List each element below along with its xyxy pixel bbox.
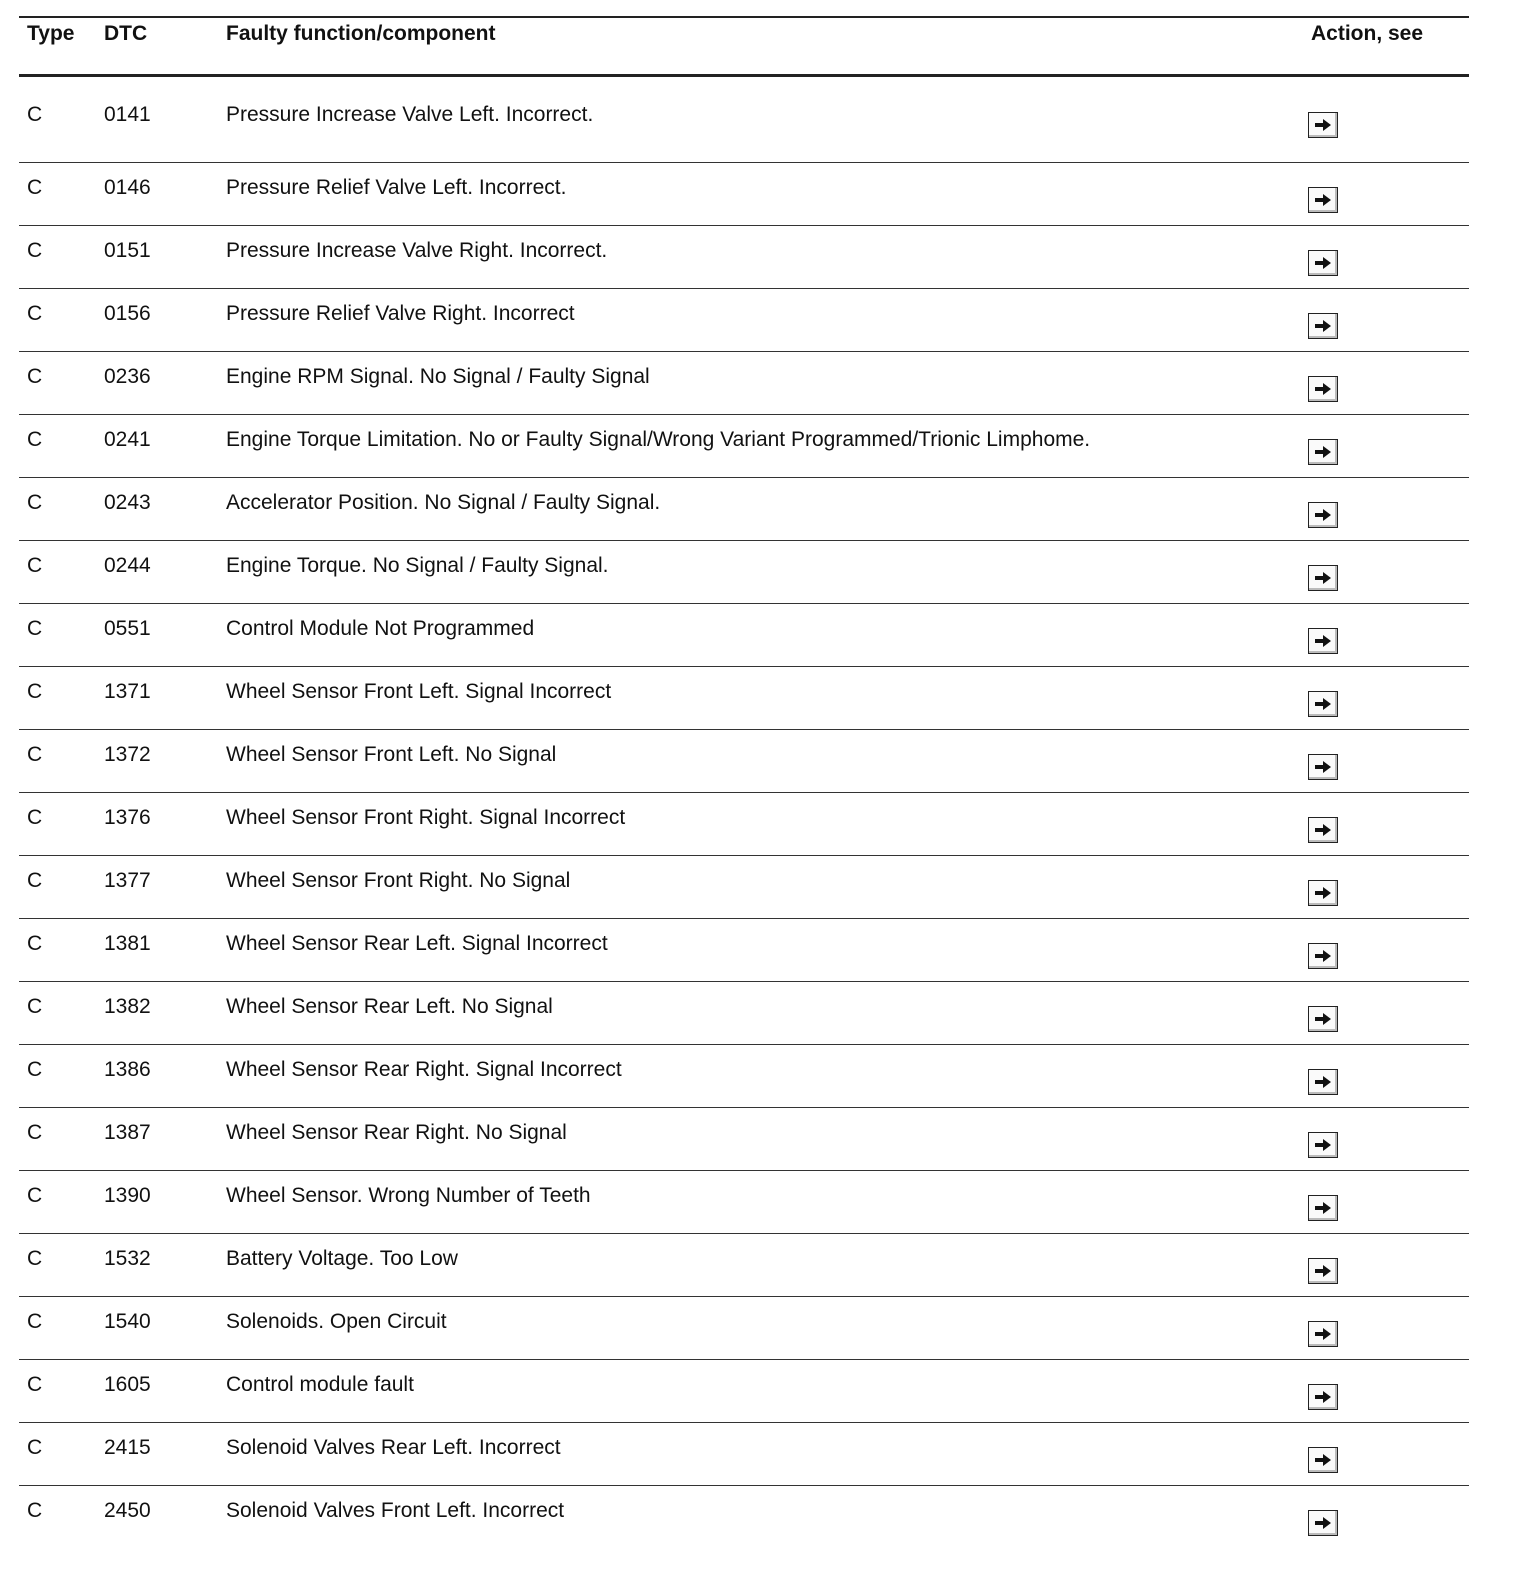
cell-description: Wheel Sensor. Wrong Number of Teeth: [226, 1184, 591, 1207]
cell-dtc: 0141: [104, 103, 151, 126]
cell-type: C: [27, 302, 43, 325]
action-link-button[interactable]: [1308, 187, 1338, 213]
table-row: [19, 352, 1469, 415]
arrow-right-icon: [1313, 1200, 1333, 1216]
cell-type: C: [27, 103, 43, 126]
cell-description: Battery Voltage. Too Low: [226, 1247, 458, 1270]
cell-dtc: 1381: [104, 932, 151, 955]
table-row: [19, 982, 1469, 1045]
cell-dtc: 0241: [104, 428, 151, 451]
cell-description: Wheel Sensor Rear Left. Signal Incorrect: [226, 932, 608, 955]
action-link-button[interactable]: [1308, 1321, 1338, 1347]
cell-description: Engine Torque. No Signal / Faulty Signal.: [226, 554, 609, 577]
cell-dtc: 0146: [104, 176, 151, 199]
action-link-button[interactable]: [1308, 1006, 1338, 1032]
cell-dtc: 1540: [104, 1310, 151, 1333]
table-row: [19, 415, 1469, 478]
cell-type: C: [27, 428, 43, 451]
table-body: [19, 77, 1469, 1548]
table-row: [19, 226, 1469, 289]
cell-dtc: 0151: [104, 239, 151, 262]
cell-description: Pressure Increase Valve Left. Incorrect.: [226, 103, 594, 126]
arrow-right-icon: [1313, 1326, 1333, 1342]
cell-dtc: 1382: [104, 995, 151, 1018]
cell-dtc: 1532: [104, 1247, 151, 1270]
cell-type: C: [27, 554, 43, 577]
table-row: [19, 1297, 1469, 1360]
arrow-right-icon: [1313, 381, 1333, 397]
cell-type: C: [27, 995, 43, 1018]
action-link-button[interactable]: [1308, 313, 1338, 339]
table-row: [19, 667, 1469, 730]
action-link-button[interactable]: [1308, 376, 1338, 402]
cell-description: Engine RPM Signal. No Signal / Faulty Signal: [226, 365, 650, 388]
arrow-right-icon: [1313, 444, 1333, 460]
table-header: [19, 16, 1469, 77]
action-link-button[interactable]: [1308, 1384, 1338, 1410]
cell-type: C: [27, 1121, 43, 1144]
cell-type: C: [27, 1373, 43, 1396]
cell-description: Wheel Sensor Front Right. Signal Incorrect: [226, 806, 626, 829]
arrow-right-icon: [1313, 696, 1333, 712]
arrow-right-icon: [1313, 1389, 1333, 1405]
cell-type: C: [27, 680, 43, 703]
cell-dtc: 2450: [104, 1499, 151, 1522]
cell-dtc: 0551: [104, 617, 151, 640]
cell-type: C: [27, 365, 43, 388]
cell-dtc: 1386: [104, 1058, 151, 1081]
cell-description: Wheel Sensor Front Right. No Signal: [226, 869, 571, 892]
action-link-button[interactable]: [1308, 439, 1338, 465]
action-link-button[interactable]: [1308, 502, 1338, 528]
action-link-button[interactable]: [1308, 880, 1338, 906]
cell-dtc: 1372: [104, 743, 151, 766]
arrow-right-icon: [1313, 1452, 1333, 1468]
action-link-button[interactable]: [1308, 628, 1338, 654]
cell-dtc: 0156: [104, 302, 151, 325]
cell-type: C: [27, 491, 43, 514]
action-link-button[interactable]: [1308, 112, 1338, 138]
table-row: [19, 1045, 1469, 1108]
cell-description: Solenoids. Open Circuit: [226, 1310, 447, 1333]
cell-dtc: 0244: [104, 554, 151, 577]
arrow-right-icon: [1313, 822, 1333, 838]
cell-type: C: [27, 1499, 43, 1522]
cell-type: C: [27, 1436, 43, 1459]
arrow-right-icon: [1313, 1263, 1333, 1279]
cell-type: C: [27, 1310, 43, 1333]
action-link-button[interactable]: [1308, 943, 1338, 969]
cell-description: Wheel Sensor Rear Right. No Signal: [226, 1121, 567, 1144]
cell-dtc: 0243: [104, 491, 151, 514]
cell-description: Control Module Not Programmed: [226, 617, 535, 640]
table-row: [19, 478, 1469, 541]
table-row: [19, 1234, 1469, 1297]
header-description: Faulty function/component: [226, 22, 496, 45]
cell-description: Pressure Relief Valve Left. Incorrect.: [226, 176, 567, 199]
cell-dtc: 2415: [104, 1436, 151, 1459]
cell-type: C: [27, 869, 43, 892]
cell-dtc: 1377: [104, 869, 151, 892]
arrow-right-icon: [1313, 1137, 1333, 1153]
cell-dtc: 0236: [104, 365, 151, 388]
cell-type: C: [27, 932, 43, 955]
action-link-button[interactable]: [1308, 1195, 1338, 1221]
table-row: [19, 77, 1469, 163]
cell-dtc: 1605: [104, 1373, 151, 1396]
cell-description: Wheel Sensor Rear Right. Signal Incorrect: [226, 1058, 622, 1081]
cell-description: Accelerator Position. No Signal / Faulty Signal.: [226, 491, 661, 514]
table-row: [19, 730, 1469, 793]
cell-type: C: [27, 1058, 43, 1081]
arrow-right-icon: [1313, 885, 1333, 901]
arrow-right-icon: [1313, 507, 1333, 523]
table-row: [19, 793, 1469, 856]
cell-type: C: [27, 617, 43, 640]
dtc-table: [19, 16, 1469, 1548]
cell-description: Engine Torque Limitation. No or Faulty Signal/Wrong Variant Programmed/Trionic Limphome.: [226, 428, 1091, 451]
cell-description: Wheel Sensor Front Left. No Signal: [226, 743, 557, 766]
cell-description: Wheel Sensor Front Left. Signal Incorrect: [226, 680, 612, 703]
table-row: [19, 604, 1469, 667]
arrow-right-icon: [1313, 948, 1333, 964]
header-dtc: DTC: [104, 22, 148, 45]
arrow-right-icon: [1313, 1011, 1333, 1027]
arrow-right-icon: [1313, 1515, 1333, 1531]
action-link-button[interactable]: [1308, 1510, 1338, 1536]
cell-description: Pressure Relief Valve Right. Incorrect: [226, 302, 575, 325]
arrow-right-icon: [1313, 255, 1333, 271]
arrow-right-icon: [1313, 192, 1333, 208]
table-row: [19, 1108, 1469, 1171]
header-action: Action, see: [1311, 22, 1424, 45]
cell-dtc: 1390: [104, 1184, 151, 1207]
action-link-button[interactable]: [1308, 817, 1338, 843]
action-link-button[interactable]: [1308, 1447, 1338, 1473]
cell-type: C: [27, 1184, 43, 1207]
cell-type: C: [27, 176, 43, 199]
cell-description: Wheel Sensor Rear Left. No Signal: [226, 995, 553, 1018]
cell-description: Control module fault: [226, 1373, 414, 1396]
arrow-right-icon: [1313, 633, 1333, 649]
header-type: Type: [27, 22, 75, 45]
action-link-button[interactable]: [1308, 1258, 1338, 1284]
table-row: [19, 1486, 1469, 1548]
table-row: [19, 289, 1469, 352]
action-link-button[interactable]: [1308, 691, 1338, 717]
table-row: [19, 163, 1469, 226]
action-link-button[interactable]: [1308, 250, 1338, 276]
cell-dtc: 1387: [104, 1121, 151, 1144]
table-row: [19, 1171, 1469, 1234]
action-link-button[interactable]: [1308, 565, 1338, 591]
cell-dtc: 1371: [104, 680, 151, 703]
table-row: [19, 1360, 1469, 1423]
cell-type: C: [27, 1247, 43, 1270]
cell-type: C: [27, 806, 43, 829]
cell-description: Solenoid Valves Rear Left. Incorrect: [226, 1436, 561, 1459]
table-row: [19, 919, 1469, 982]
cell-description: Solenoid Valves Front Left. Incorrect: [226, 1499, 565, 1522]
arrow-right-icon: [1313, 759, 1333, 775]
arrow-right-icon: [1313, 117, 1333, 133]
arrow-right-icon: [1313, 1074, 1333, 1090]
action-link-button[interactable]: [1308, 1069, 1338, 1095]
cell-type: C: [27, 239, 43, 262]
cell-type: C: [27, 743, 43, 766]
arrow-right-icon: [1313, 318, 1333, 334]
action-link-button[interactable]: [1308, 754, 1338, 780]
table-row: [19, 541, 1469, 604]
action-link-button[interactable]: [1308, 1132, 1338, 1158]
table-row: [19, 1423, 1469, 1486]
table-row: [19, 856, 1469, 919]
cell-dtc: 1376: [104, 806, 151, 829]
arrow-right-icon: [1313, 570, 1333, 586]
cell-description: Pressure Increase Valve Right. Incorrect.: [226, 239, 608, 262]
